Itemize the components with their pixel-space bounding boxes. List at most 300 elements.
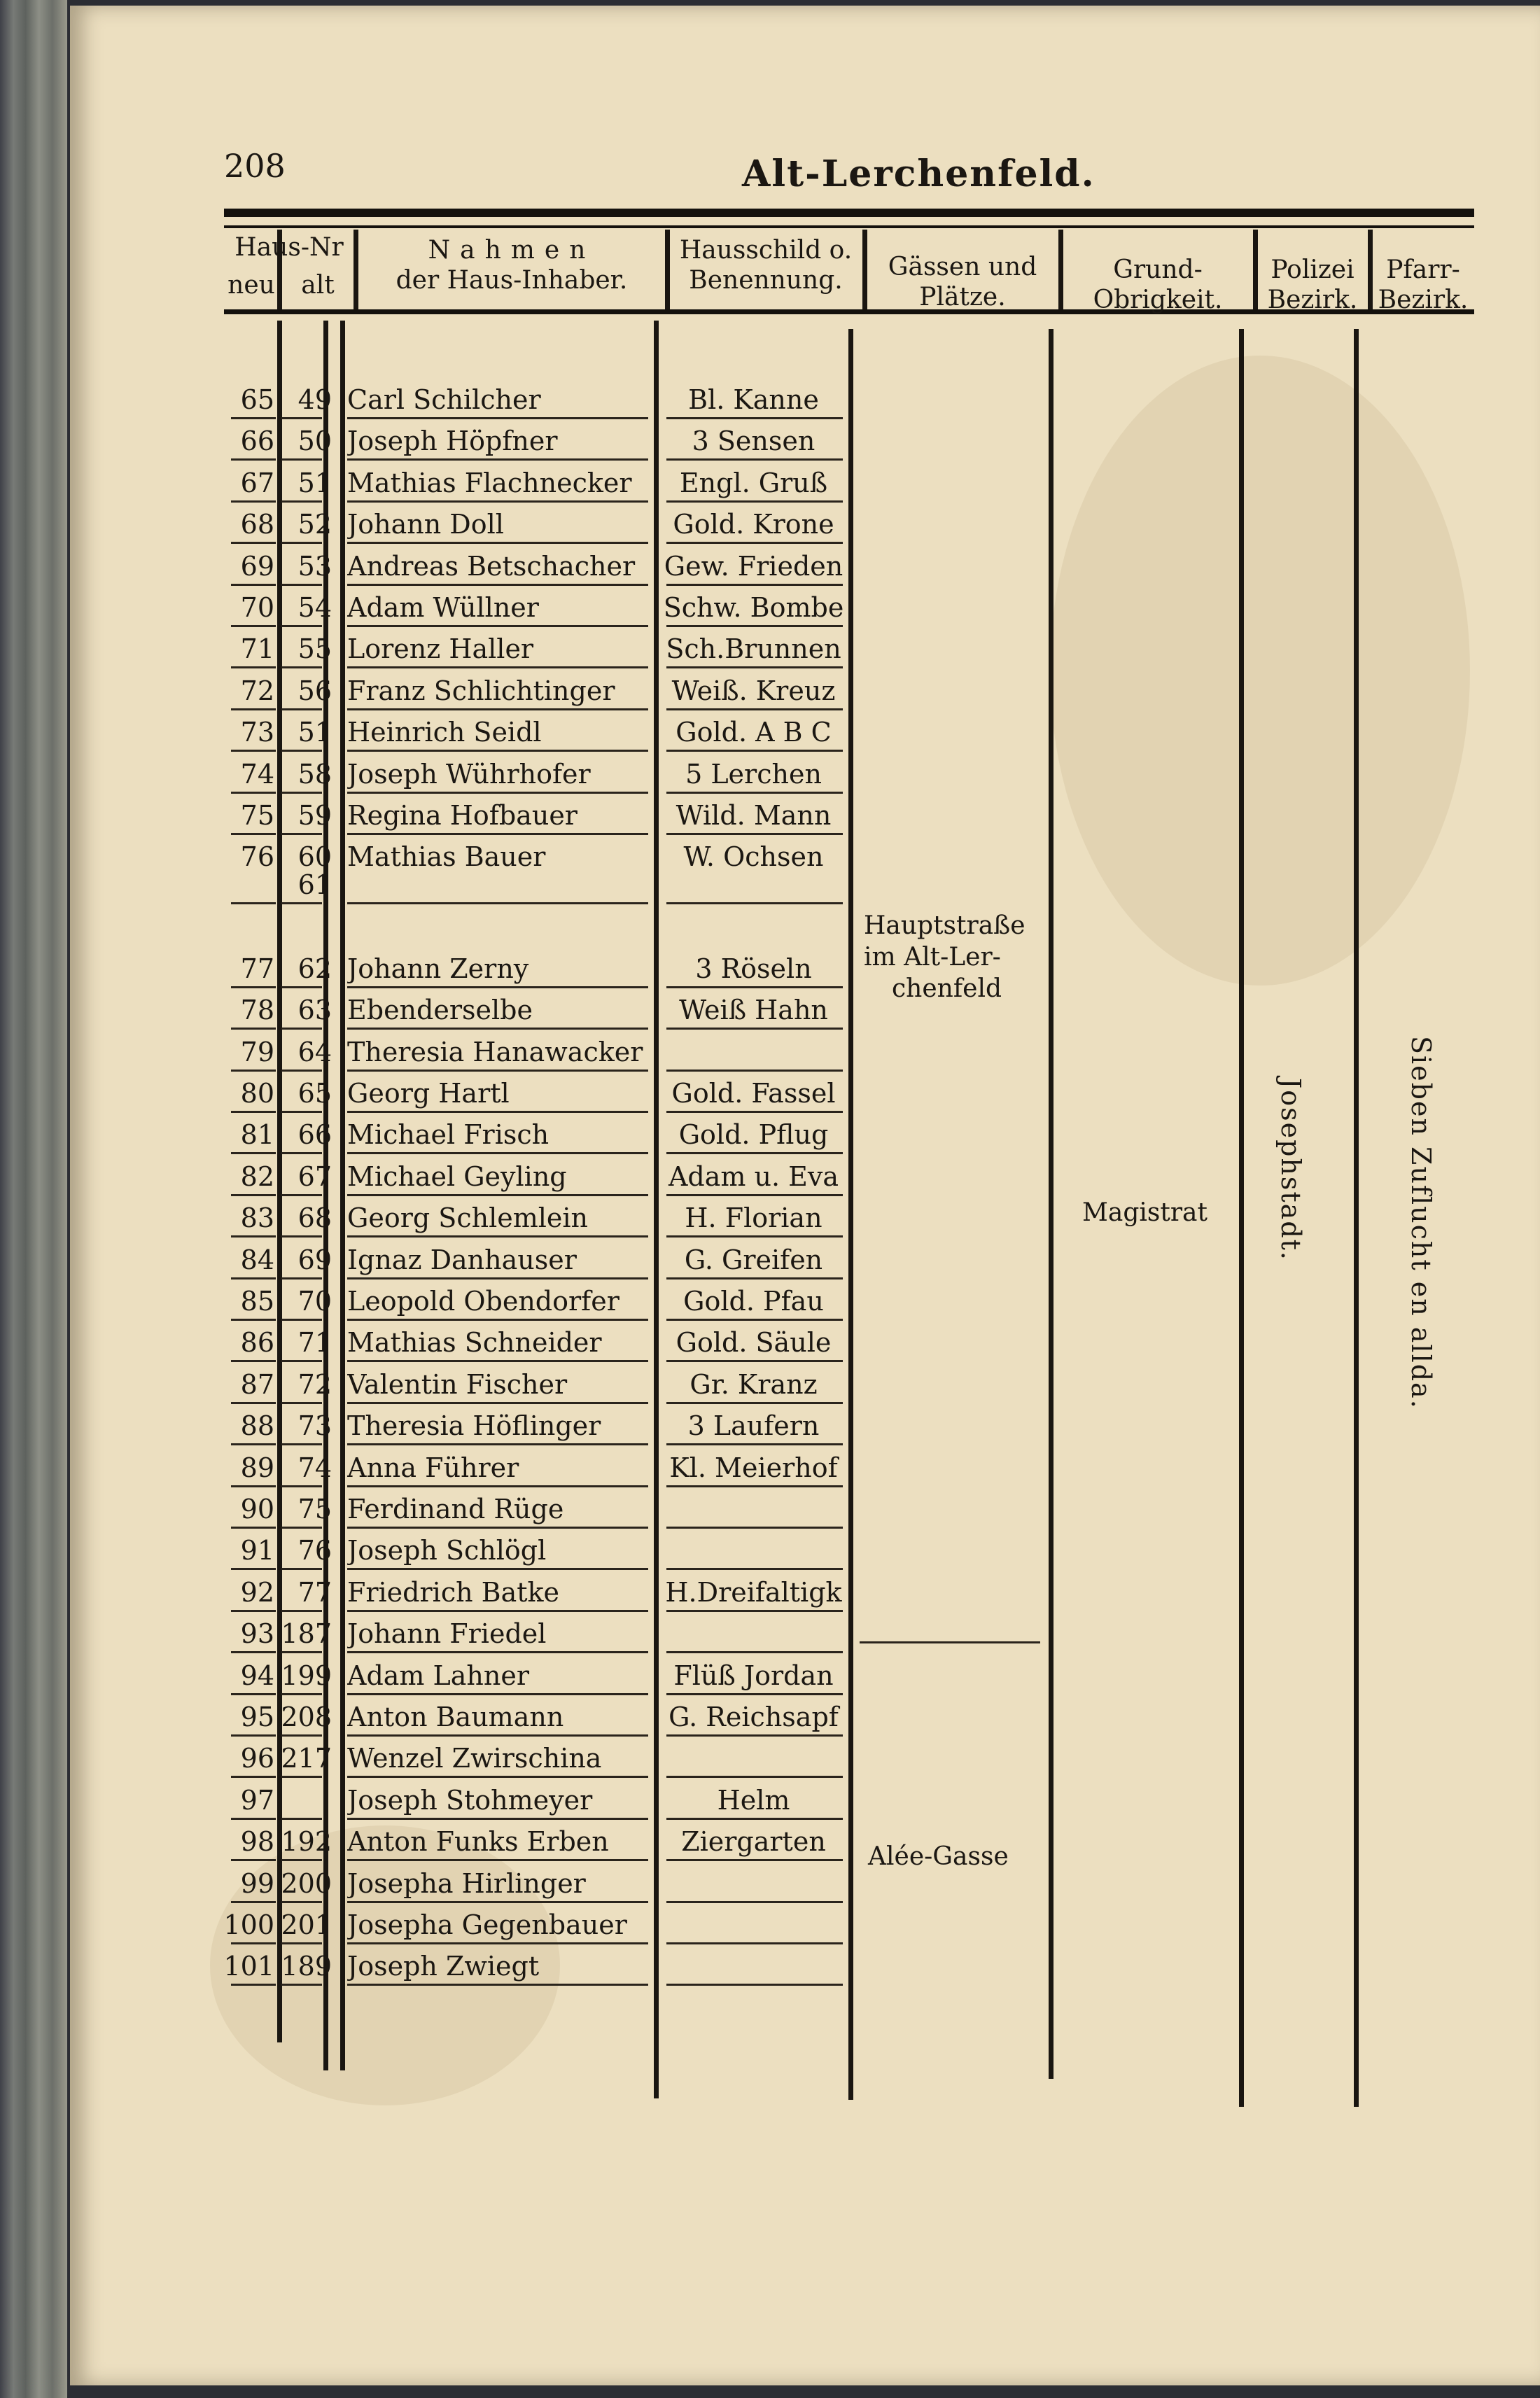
row-rule-alt <box>281 1028 322 1030</box>
header-top-rule <box>224 209 1474 217</box>
owner-name: Johann Friedel <box>347 1618 547 1650</box>
row-rule-name <box>347 1235 648 1237</box>
row-rule-sign <box>666 1277 843 1279</box>
owner-name: Ebenderselbe <box>347 995 533 1026</box>
row-rule-neu <box>231 1693 276 1695</box>
house-number-new: 81 <box>240 1119 274 1151</box>
row-rule-sign <box>666 1859 843 1861</box>
row-rule-neu <box>231 542 276 544</box>
row-rule-neu <box>231 708 276 710</box>
house-sign: W. Ochsen <box>683 841 824 873</box>
grund-obrigkeit-magistrat: Magistrat <box>1082 1198 1208 1227</box>
header-polizei-bezirk: Polizei Bezirk. <box>1267 255 1358 315</box>
row-rule-name <box>347 1319 648 1321</box>
house-number-new: 94 <box>240 1660 274 1691</box>
row-rule-sign <box>666 1610 843 1612</box>
row-rule-alt <box>281 458 322 461</box>
row-rule-alt <box>281 708 322 710</box>
house-number-old: 64 <box>298 1036 332 1067</box>
house-number-new: 92 <box>240 1576 274 1608</box>
row-rule-neu <box>231 458 276 461</box>
row-rule-alt <box>281 1610 322 1612</box>
owner-name: Joseph Schlögl <box>347 1535 547 1566</box>
house-number-old: 55 <box>298 633 332 665</box>
house-number-new: 90 <box>240 1494 274 1524</box>
house-number-new: 83 <box>240 1202 274 1234</box>
row-rule-name <box>347 1402 648 1404</box>
row-rule-name <box>347 1651 648 1653</box>
row-rule-neu <box>231 1070 276 1072</box>
owner-name: Adam Lahner <box>347 1660 530 1691</box>
house-number-new: 87 <box>240 1368 274 1400</box>
row-rule-alt <box>281 1984 322 1986</box>
owner-name: Michael Frisch <box>347 1119 550 1151</box>
book-binding-edge <box>0 0 67 2398</box>
owner-name: Valentin Fischer <box>347 1368 568 1400</box>
row-rule-sign <box>666 1194 843 1196</box>
header-alt: alt <box>301 271 335 300</box>
house-sign: H.Dreifaltigk <box>665 1576 842 1608</box>
house-sign <box>661 1741 846 1776</box>
house-sign <box>661 1907 846 1942</box>
column-rule-sign-street <box>848 329 853 2100</box>
row-rule-neu <box>231 750 276 752</box>
row-rule-sign <box>666 625 843 627</box>
row-rule-sign <box>666 542 843 544</box>
house-sign: Engl. Gruß <box>679 467 828 498</box>
row-rule-alt <box>281 500 322 503</box>
house-number-old: 72 <box>298 1368 332 1400</box>
owner-name: Joseph Wührhofer <box>347 758 591 790</box>
row-rule-name <box>347 1070 648 1072</box>
row-rule-sign <box>666 1693 843 1695</box>
row-rule-sign <box>666 1443 843 1445</box>
row-rule-sign <box>666 458 843 461</box>
row-rule-name <box>347 1111 648 1113</box>
house-sign: Weiß. Kreuz <box>671 675 836 706</box>
house-sign: Wild. Mann <box>676 800 832 831</box>
row-rule-alt <box>281 750 322 752</box>
row-rule-neu <box>231 1028 276 1030</box>
house-number-new: 82 <box>240 1161 274 1192</box>
header-divider <box>354 230 358 309</box>
row-rule-sign <box>666 1776 843 1778</box>
row-rule-neu <box>231 1901 276 1903</box>
row-rule-sign <box>666 1818 843 1820</box>
house-sign <box>661 1492 846 1527</box>
house-number-new: 98 <box>240 1826 274 1858</box>
house-sign: Gr. Kranz <box>690 1368 818 1400</box>
row-rule-alt <box>281 902 322 904</box>
row-rule-sign <box>666 1360 843 1362</box>
row-rule-neu <box>231 1194 276 1196</box>
row-rule-alt <box>281 1859 322 1861</box>
row-rule-alt <box>281 1402 322 1404</box>
street-hauptstrasse: Hauptstraße im Alt-Ler- chenfeld <box>864 911 1026 1003</box>
row-rule-name <box>347 458 648 461</box>
row-rule-name <box>347 1693 648 1695</box>
column-rule-grund-polizei <box>1239 329 1244 2107</box>
owner-name: Mathias Flachnecker <box>347 467 632 498</box>
row-rule-alt <box>281 1443 322 1445</box>
row-rule-name <box>347 666 648 668</box>
house-number-old: 200 <box>281 1867 332 1899</box>
header-haus-nr: Haus-Nr <box>234 233 344 262</box>
row-rule-neu <box>231 625 276 627</box>
house-number-new: 85 <box>240 1286 274 1317</box>
row-rule-alt <box>281 986 322 988</box>
row-rule-sign <box>666 986 843 988</box>
row-rule-name <box>347 792 648 794</box>
header-gassen: Gässen und Plätze. <box>888 253 1037 312</box>
house-sign: 3 Röseln <box>695 953 812 984</box>
row-rule-sign <box>666 708 843 710</box>
house-number-old: 192 <box>281 1826 332 1858</box>
row-rule-neu <box>231 584 276 586</box>
house-number-old: 51 <box>298 467 332 498</box>
row-rule-neu <box>231 1984 276 1986</box>
house-number-new: 67 <box>240 467 274 498</box>
row-rule-alt <box>281 1152 322 1154</box>
house-number-new: 86 <box>240 1327 274 1359</box>
row-rule-name <box>347 1734 648 1737</box>
row-rule-sign <box>666 1651 843 1653</box>
row-rule-alt <box>281 625 322 627</box>
house-number-old: 61 <box>298 869 332 901</box>
owner-name: Michael Geyling <box>347 1161 567 1192</box>
row-rule-name <box>347 542 648 544</box>
row-rule-alt <box>281 1111 322 1113</box>
house-sign: Bl. Kanne <box>688 384 819 415</box>
column-rule-name-left <box>340 321 345 2070</box>
house-number-old: 59 <box>298 800 332 831</box>
row-rule-sign <box>666 1070 843 1072</box>
owner-name: Josepha Gegenbauer <box>347 1909 627 1940</box>
house-number-new: 97 <box>240 1784 274 1816</box>
street-alee-gasse: Alée-Gasse <box>868 1842 1009 1871</box>
owner-name: Leopold Obendorfer <box>347 1286 620 1317</box>
row-rule-sign <box>666 833 843 835</box>
house-number-new: 93 <box>240 1618 274 1650</box>
row-rule-name <box>347 500 648 503</box>
house-sign: Gold. Pflug <box>678 1119 829 1151</box>
house-number-new: 65 <box>240 384 274 415</box>
row-rule-name <box>347 1901 648 1903</box>
house-number-new: 100 <box>223 1909 274 1940</box>
row-rule-alt <box>281 1776 322 1778</box>
row-rule-sign <box>666 500 843 503</box>
row-rule-name <box>347 1610 648 1612</box>
house-number-old: 73 <box>298 1410 332 1442</box>
house-number-new: 89 <box>240 1452 274 1483</box>
row-rule-sign <box>666 666 843 668</box>
owner-name: Lorenz Haller <box>347 633 534 665</box>
house-number-new <box>218 867 274 902</box>
owner-name <box>347 867 683 902</box>
row-rule-sign <box>666 1568 843 1570</box>
row-rule-name <box>347 625 648 627</box>
owner-name: Franz Schlichtinger <box>347 675 615 706</box>
row-rule-alt <box>281 1485 322 1487</box>
pfarr-bezirk-sieben-zufluchten: Sieben Zuflucht en allda. <box>1406 1036 1436 1410</box>
house-number-old: 74 <box>298 1452 332 1483</box>
row-rule-alt <box>281 1901 322 1903</box>
row-rule-alt <box>281 666 322 668</box>
house-sign: 3 Laufern <box>687 1410 820 1442</box>
row-rule-neu <box>231 1818 276 1820</box>
row-rule-sign <box>666 1028 843 1030</box>
row-rule-neu <box>231 792 276 794</box>
owner-name: Andreas Betschacher <box>347 550 636 582</box>
row-rule-neu <box>231 1152 276 1154</box>
house-number-old: 217 <box>281 1743 332 1774</box>
house-sign: 5 Lerchen <box>685 758 822 790</box>
house-number-new: 71 <box>240 633 274 665</box>
house-sign: G. Reichsapf <box>668 1702 839 1732</box>
row-rule-name <box>347 1485 648 1487</box>
owner-name: Anna Führer <box>347 1452 519 1483</box>
row-rule-name <box>347 1194 648 1196</box>
house-number-old: 70 <box>298 1286 332 1317</box>
house-sign: Schw. Bombe <box>663 592 844 623</box>
house-sign <box>661 1035 846 1070</box>
row-rule-sign <box>666 1984 843 1986</box>
house-number-old: 53 <box>298 550 332 582</box>
house-number-old: 75 <box>298 1494 332 1524</box>
row-rule-sign <box>666 1319 843 1321</box>
house-number-old: 67 <box>298 1161 332 1192</box>
owner-name: Ignaz Danhauser <box>347 1244 577 1275</box>
row-rule-neu <box>231 1485 276 1487</box>
house-number-old: 201 <box>281 1909 332 1940</box>
row-rule-alt <box>281 1070 322 1072</box>
house-number-old: 189 <box>281 1951 332 1982</box>
street-divider-line <box>860 1641 1040 1643</box>
owner-name: Joseph Höpfner <box>347 426 558 457</box>
owner-name: Josepha Hirlinger <box>347 1867 586 1899</box>
house-sign: Gold. Fassel <box>671 1078 836 1109</box>
house-sign <box>661 1866 846 1901</box>
house-sign: Gold. Säule <box>676 1327 832 1359</box>
row-rule-neu <box>231 1610 276 1612</box>
house-sign: Weiß Hahn <box>679 995 828 1026</box>
owner-name: Joseph Stohmeyer <box>347 1784 593 1816</box>
row-rule-neu <box>231 1776 276 1778</box>
owner-name: Anton Funks Erben <box>347 1826 609 1858</box>
house-number-old: 69 <box>298 1244 332 1275</box>
house-sign: Gew. Frieden <box>664 550 844 582</box>
house-sign <box>661 1533 846 1568</box>
row-rule-neu <box>231 1319 276 1321</box>
owner-name: Mathias Bauer <box>347 841 546 873</box>
house-number-old: 60 <box>298 841 332 873</box>
owner-name: Heinrich Seidl <box>347 717 542 748</box>
row-rule-name <box>347 417 648 419</box>
row-rule-sign <box>666 1485 843 1487</box>
house-sign: Kl. Meierhof <box>669 1452 838 1483</box>
owner-name: Ferdinand Rüge <box>347 1494 564 1524</box>
row-rule-neu <box>231 902 276 904</box>
house-number-old <box>277 1783 332 1818</box>
row-rule-neu <box>231 1277 276 1279</box>
header-grund-obrigkeit: Grund- Obrigkeit. <box>1093 255 1223 315</box>
house-number-new: 95 <box>240 1702 274 1732</box>
owner-name: Friedrich Batke <box>347 1576 560 1608</box>
house-number-old: 187 <box>281 1618 332 1650</box>
house-number-old: 62 <box>298 953 332 984</box>
house-number-old: 199 <box>281 1660 332 1691</box>
owner-name: Joseph Zwiegt <box>347 1951 540 1982</box>
house-number-new: 78 <box>240 995 274 1026</box>
row-rule-neu <box>231 986 276 988</box>
header-top-rule-thin <box>224 225 1474 228</box>
house-number-new: 77 <box>240 953 274 984</box>
house-number-old: 68 <box>298 1202 332 1234</box>
house-number-new: 99 <box>240 1867 274 1899</box>
owner-name: Johann Doll <box>347 509 504 540</box>
house-sign: Gold. Krone <box>673 509 834 540</box>
house-number-new: 88 <box>240 1410 274 1442</box>
owner-name: Theresia Höflinger <box>347 1410 601 1442</box>
house-sign: Adam u. Eva <box>668 1161 839 1192</box>
row-rule-sign <box>666 1734 843 1737</box>
row-rule-name <box>347 1527 648 1529</box>
row-rule-sign <box>666 1527 843 1529</box>
house-sign: Ziergarten <box>681 1826 826 1858</box>
owner-name: Georg Hartl <box>347 1078 510 1109</box>
house-number-new: 91 <box>240 1535 274 1566</box>
row-rule-alt <box>281 1319 322 1321</box>
house-number-old: 208 <box>281 1702 332 1732</box>
house-number-old: 58 <box>298 758 332 790</box>
row-rule-name <box>347 1984 648 1986</box>
header-neu: neu <box>227 271 275 300</box>
row-rule-alt <box>281 1568 322 1570</box>
owner-name: Anton Baumann <box>347 1702 564 1732</box>
house-number-new: 69 <box>240 550 274 582</box>
house-number-new: 101 <box>223 1951 274 1982</box>
row-rule-name <box>347 986 648 988</box>
row-rule-sign <box>666 1111 843 1113</box>
house-number-new: 79 <box>240 1036 274 1067</box>
house-number-old: 76 <box>298 1535 332 1566</box>
row-rule-name <box>347 1443 648 1445</box>
house-number-old: 65 <box>298 1078 332 1109</box>
row-rule-alt <box>281 1527 322 1529</box>
column-rule-street-grund <box>1049 329 1054 2079</box>
row-rule-name <box>347 1568 648 1570</box>
row-rule-name <box>347 708 648 710</box>
row-rule-neu <box>231 666 276 668</box>
house-number-old: 77 <box>298 1576 332 1608</box>
owner-name: Georg Schlemlein <box>347 1202 589 1234</box>
house-number-old: 54 <box>298 592 332 623</box>
house-sign: Gold. A B C <box>676 717 832 748</box>
row-rule-sign <box>666 750 843 752</box>
house-number-old: 71 <box>298 1327 332 1359</box>
row-rule-sign <box>666 1901 843 1903</box>
row-rule-name <box>347 1859 648 1861</box>
polizei-bezirk-josephstadt: Josephstadt. <box>1275 1078 1306 1262</box>
row-rule-sign <box>666 902 843 904</box>
row-rule-sign <box>666 417 843 419</box>
row-rule-name <box>347 584 648 586</box>
row-rule-alt <box>281 1651 322 1653</box>
row-rule-alt <box>281 1277 322 1279</box>
house-sign <box>661 1616 846 1651</box>
row-rule-alt <box>281 833 322 835</box>
row-rule-neu <box>231 1734 276 1737</box>
owner-name: Johann Zerny <box>347 953 529 984</box>
row-rule-alt <box>281 1693 322 1695</box>
house-number-new: 96 <box>240 1743 274 1774</box>
row-rule-sign <box>666 584 843 586</box>
row-rule-neu <box>231 1111 276 1113</box>
owner-name: Carl Schilcher <box>347 384 541 415</box>
house-number-new: 84 <box>240 1244 274 1275</box>
row-rule-name <box>347 750 648 752</box>
row-rule-alt <box>281 1360 322 1362</box>
house-number-old: 56 <box>298 675 332 706</box>
row-rule-sign <box>666 1235 843 1237</box>
house-sign: Flüß Jordan <box>673 1660 834 1691</box>
row-rule-neu <box>231 1942 276 1944</box>
house-number-new: 80 <box>240 1078 274 1109</box>
row-rule-alt <box>281 584 322 586</box>
house-number-new: 70 <box>240 592 274 623</box>
row-rule-name <box>347 1028 648 1030</box>
owner-name: Mathias Schneider <box>347 1327 602 1359</box>
row-rule-alt <box>281 1734 322 1737</box>
house-sign: Gold. Pfau <box>683 1286 824 1317</box>
header-hausschild: Hausschild o. Benennung. <box>679 236 853 295</box>
row-rule-alt <box>281 542 322 544</box>
row-rule-neu <box>231 417 276 419</box>
row-rule-name <box>347 833 648 835</box>
row-rule-neu <box>231 1527 276 1529</box>
row-rule-alt <box>281 792 322 794</box>
house-number-old: 51 <box>298 717 332 748</box>
house-number-new: 68 <box>240 509 274 540</box>
row-rule-alt <box>281 1942 322 1944</box>
row-rule-name <box>347 1942 648 1944</box>
row-rule-name <box>347 1277 648 1279</box>
row-rule-neu <box>231 1235 276 1237</box>
house-number-new: 73 <box>240 717 274 748</box>
house-sign: H. Florian <box>685 1202 822 1234</box>
row-rule-neu <box>231 1568 276 1570</box>
header-pfarr-bezirk: Pfarr- Bezirk. <box>1378 255 1469 315</box>
house-number-old: 50 <box>298 426 332 457</box>
house-sign: 3 Sensen <box>692 426 816 457</box>
row-rule-sign <box>666 1942 843 1944</box>
house-number-old: 52 <box>298 509 332 540</box>
paper-stain <box>1050 356 1470 986</box>
row-rule-name <box>347 1818 648 1820</box>
house-number-old: 49 <box>298 384 332 415</box>
row-rule-alt <box>281 1194 322 1196</box>
row-rule-alt <box>281 417 322 419</box>
row-rule-name <box>347 1360 648 1362</box>
row-rule-neu <box>231 1651 276 1653</box>
house-sign <box>661 1949 846 1984</box>
page-title: Alt-Lerchenfeld. <box>742 153 1096 195</box>
row-rule-neu <box>231 1859 276 1861</box>
house-number-new: 72 <box>240 675 274 706</box>
row-rule-sign <box>666 792 843 794</box>
row-rule-neu <box>231 1360 276 1362</box>
owner-name: Adam Wüllner <box>347 592 539 623</box>
